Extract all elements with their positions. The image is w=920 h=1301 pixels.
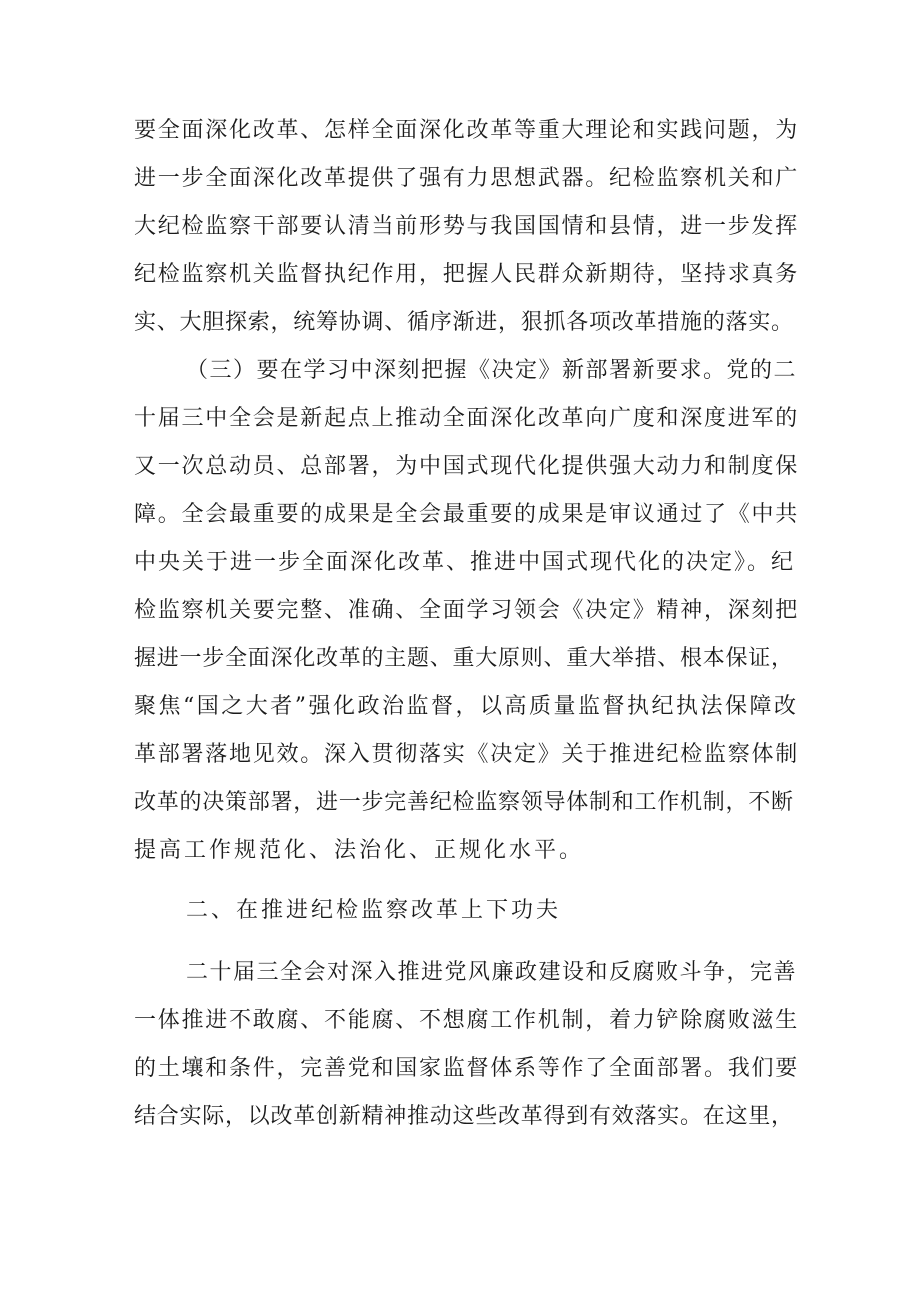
paragraph-2-line-7: 握进一步全面深化改革的主题、重大原则、重大举措、根本保证， <box>134 646 794 671</box>
paragraph-2-line-8: 聚焦“国之大者”强化政治监督，以高质量监督执纪执法保障改 <box>134 694 799 719</box>
paragraph-3-line-4: 结合实际，以改革创新精神推动这些改革得到有效落实。在这里， <box>134 1104 794 1129</box>
paragraph-3-line-2: 一体推进不敢腐、不能腐、不想腐工作机制，着力铲除腐败滋生 <box>134 1008 800 1033</box>
paragraph-2-line-3: 又一次总动员、总部署，为中国式现代化提供强大动力和制度保 <box>134 454 800 479</box>
paragraph-2-line-1: （三）要在学习中深刻把握《决定》新部署新要求。党的二 <box>186 358 798 383</box>
paragraph-2-line-5: 中央关于进一步全面深化改革、推进中国式现代化的决定》。纪 <box>134 550 796 575</box>
paragraph-3-line-1: 二十届三全会对深入推进党风廉政建设和反腐败斗争，完善 <box>186 960 798 985</box>
paragraph-1-line-5: 实、大胆探索，统筹协调、循序渐进，狠抓各项改革措施的落实。 <box>134 310 794 335</box>
paragraph-1-line-1: 要全面深化改革、怎样全面深化改革等重大理论和实践问题，为 <box>134 118 800 143</box>
paragraph-2-line-2: 十届三中全会是新起点上推动全面深化改革向广度和深度进军的 <box>134 406 800 431</box>
paragraph-2-line-6: 检监察机关要完整、准确、全面学习领会《决定》精神，深刻把 <box>134 598 800 623</box>
paragraph-2-line-4: 障。全会最重要的成果是全会最重要的成果是审议通过了《中共 <box>134 502 800 527</box>
paragraph-1-line-4: 纪检监察机关监督执纪作用，把握人民群众新期待，坚持求真务 <box>134 262 800 287</box>
paragraph-2-line-10: 改革的决策部署，进一步完善纪检监察领导体制和工作机制，不断 <box>134 790 794 815</box>
paragraph-3-line-3: 的土壤和条件，完善党和国家监督体系等作了全面部署。我们要 <box>134 1056 800 1081</box>
paragraph-2-line-11: 提高工作规范化、法治化、正规化水平。 <box>134 838 585 863</box>
paragraph-1-line-2: 进一步全面深化改革提供了强有力思想武器。纪检监察机关和广 <box>134 166 800 191</box>
paragraph-1-line-3: 大纪检监察干部要认清当前形势与我国国情和县情，进一步发挥 <box>134 214 800 239</box>
section-heading: 二、在推进纪检监察改革上下功夫 <box>186 898 562 923</box>
paragraph-2-line-9: 革部署落地见效。深入贯彻落实《决定》关于推进纪检监察体制 <box>134 742 800 767</box>
